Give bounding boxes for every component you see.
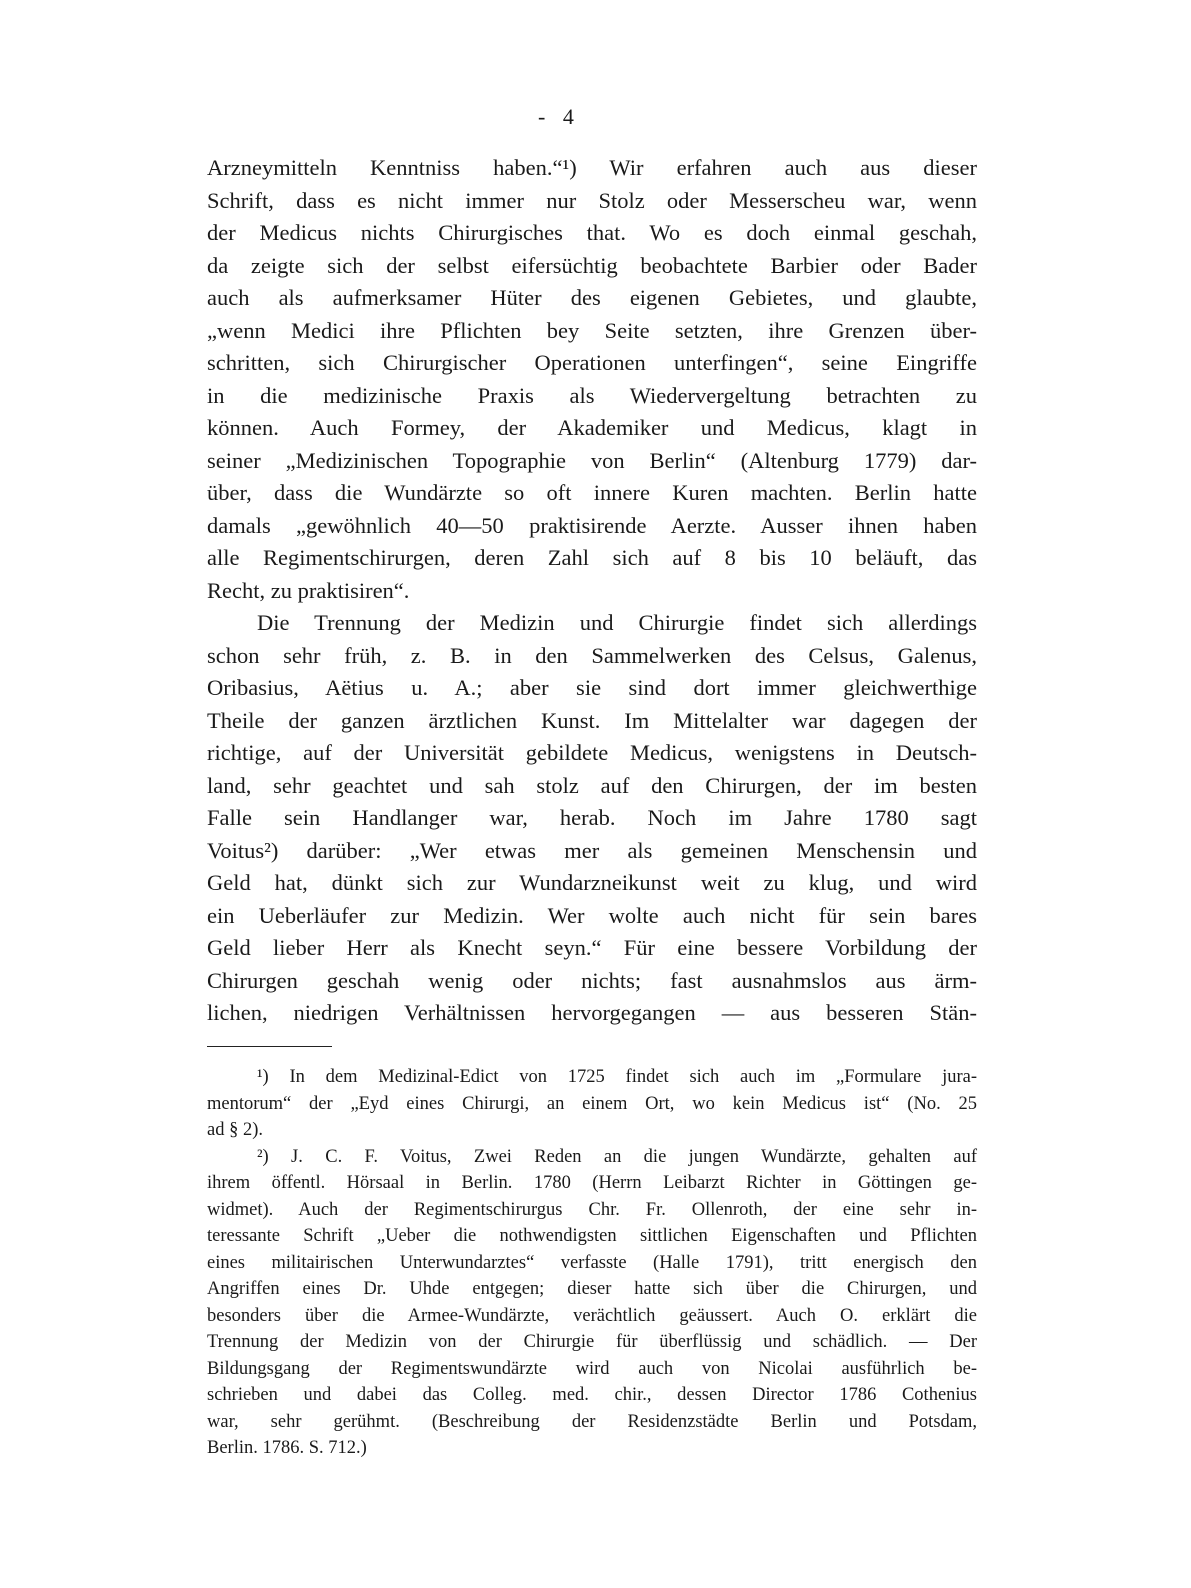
body-line: schon sehr früh, z. B. in den Sammelwerken des Celsus, Galenus,	[207, 642, 977, 668]
body-line: Geld hat, dünkt sich zur Wundarzneikunst weit zu klug, und wird	[207, 870, 977, 895]
footnote-line: ¹) In dem Medizinal-Edict von 1725 findet sich auch im „Formulare jura-	[257, 1067, 977, 1087]
footnote-divider	[207, 1046, 332, 1047]
footnote-line: Berlin. 1786. S. 712.)	[207, 1438, 367, 1458]
footnote-line: schrieben und dabei das Colleg. med. chir., dessen Director 1786 Cothenius	[207, 1385, 977, 1405]
body-line: damals „gewöhnlich 40—50 praktisirende Aerzte. Ausser ihnen haben	[207, 512, 977, 538]
page-number: - 4	[538, 104, 580, 129]
body-line: auch als aufmerksamer Hüter des eigenen Gebietes, und glaubte,	[207, 285, 977, 310]
body-line: Geld lieber Herr als Knecht seyn.“ Für eine bessere Vorbildung der	[207, 935, 977, 960]
footnote-line: ad § 2).	[207, 1120, 263, 1140]
body-line: Voitus²) darüber: „Wer etwas mer als gemeinen Menschensin und	[207, 837, 977, 863]
body-line: können. Auch Formey, der Akademiker und Medicus, klagt in	[207, 415, 977, 440]
body-line: in die medizinische Praxis als Wiedervergeltung betrachten zu	[207, 382, 977, 408]
body-line: alle Regimentschirurgen, deren Zahl sich auf 8 bis 10 beläuft, das	[207, 545, 977, 570]
body-line: über, dass die Wundärzte so oft innere Kuren machten. Berlin hatte	[207, 480, 977, 505]
footnote-line: besonders über die Armee-Wundärzte, verächtlich geäussert. Auch O. erklärt die	[207, 1305, 977, 1326]
footnote-line: widmet). Auch der Regimentschirurgus Chr. Fr. Ollenroth, der eine sehr in-	[207, 1199, 977, 1220]
body-line: Chirurgen geschah wenig oder nichts; fast ausnahmslos aus ärm-	[207, 967, 977, 993]
body-line: Oribasius, Aëtius u. A.; aber sie sind dort immer gleichwerthige	[207, 675, 977, 700]
body-line: „wenn Medici ihre Pflichten bey Seite setzten, ihre Grenzen über-	[207, 317, 977, 343]
body-line: land, sehr geachtet und sah stolz auf den Chirurgen, der im besten	[207, 772, 977, 798]
body-text	[207, 152, 977, 1030]
body-line: der Medicus nichts Chirurgisches that. Wo es doch einmal geschah,	[207, 220, 977, 245]
body-line: Theile der ganzen ärztlichen Kunst. Im Mittelalter war dagegen der	[207, 707, 977, 733]
footnote-line: eines militairischen Unterwundarztes“ verfasste (Halle 1791), tritt energisch den	[207, 1252, 977, 1273]
footnotes	[207, 1064, 977, 1462]
body-line: lichen, niedrigen Verhältnissen hervorgegangen — aus besseren Stän-	[207, 1000, 977, 1025]
body-line: Schrift, dass es nicht immer nur Stolz oder Messerscheu war, wenn	[207, 187, 977, 213]
body-line: schritten, sich Chirurgischer Operationen unterfingen“, seine Eingriffe	[207, 350, 977, 375]
body-line: seiner „Medizinischen Topographie von Berlin“ (Altenburg 1779) dar-	[207, 447, 977, 473]
body-line: richtige, auf der Universität gebildete Medicus, wenigstens in Deutsch-	[207, 740, 977, 765]
footnote-line: mentorum“ der „Eyd eines Chirurgi, an einem Ort, wo kein Medicus ist“ (No. 25	[207, 1093, 977, 1114]
body-line: Arzneymitteln Kenntniss haben.“¹) Wir erfahren auch aus dieser	[207, 155, 977, 180]
body-line: Falle sein Handlanger war, herab. Noch im Jahre 1780 sagt	[207, 805, 977, 830]
footnote-line: ihrem öffentl. Hörsaal in Berlin. 1780 (Herrn Leibarzt Richter in Göttingen ge-	[207, 1173, 977, 1193]
body-line: Recht, zu praktisiren“.	[207, 577, 410, 603]
body-line: Die Trennung der Medizin und Chirurgie findet sich allerdings	[257, 610, 977, 635]
body-line: ein Ueberläufer zur Medizin. Wer wolte auch nicht für sein bares	[207, 902, 977, 928]
footnote-line: Trennung der Medizin von der Chirurgie für überflüssig und schädlich. — Der	[207, 1332, 977, 1352]
footnote-line: Angriffen eines Dr. Uhde entgegen; dieser hatte sich über die Chirurgen, und	[207, 1279, 977, 1299]
body-line: da zeigte sich der selbst eifersüchtig beobachtete Barbier oder Bader	[207, 252, 977, 278]
footnote-line: teressante Schrift „Ueber die nothwendigsten sittlichen Eigenschaften und Pflichten	[207, 1226, 977, 1246]
footnote-line: ²) J. C. F. Voitus, Zwei Reden an die jungen Wundärzte, gehalten auf	[257, 1146, 977, 1167]
footnote-line: Bildungsgang der Regimentswundärzte wird auch von Nicolai ausführlich be-	[207, 1358, 977, 1379]
footnote-line: war, sehr gerühmt. (Beschreibung der Residenzstädte Berlin und Potsdam,	[207, 1411, 977, 1432]
